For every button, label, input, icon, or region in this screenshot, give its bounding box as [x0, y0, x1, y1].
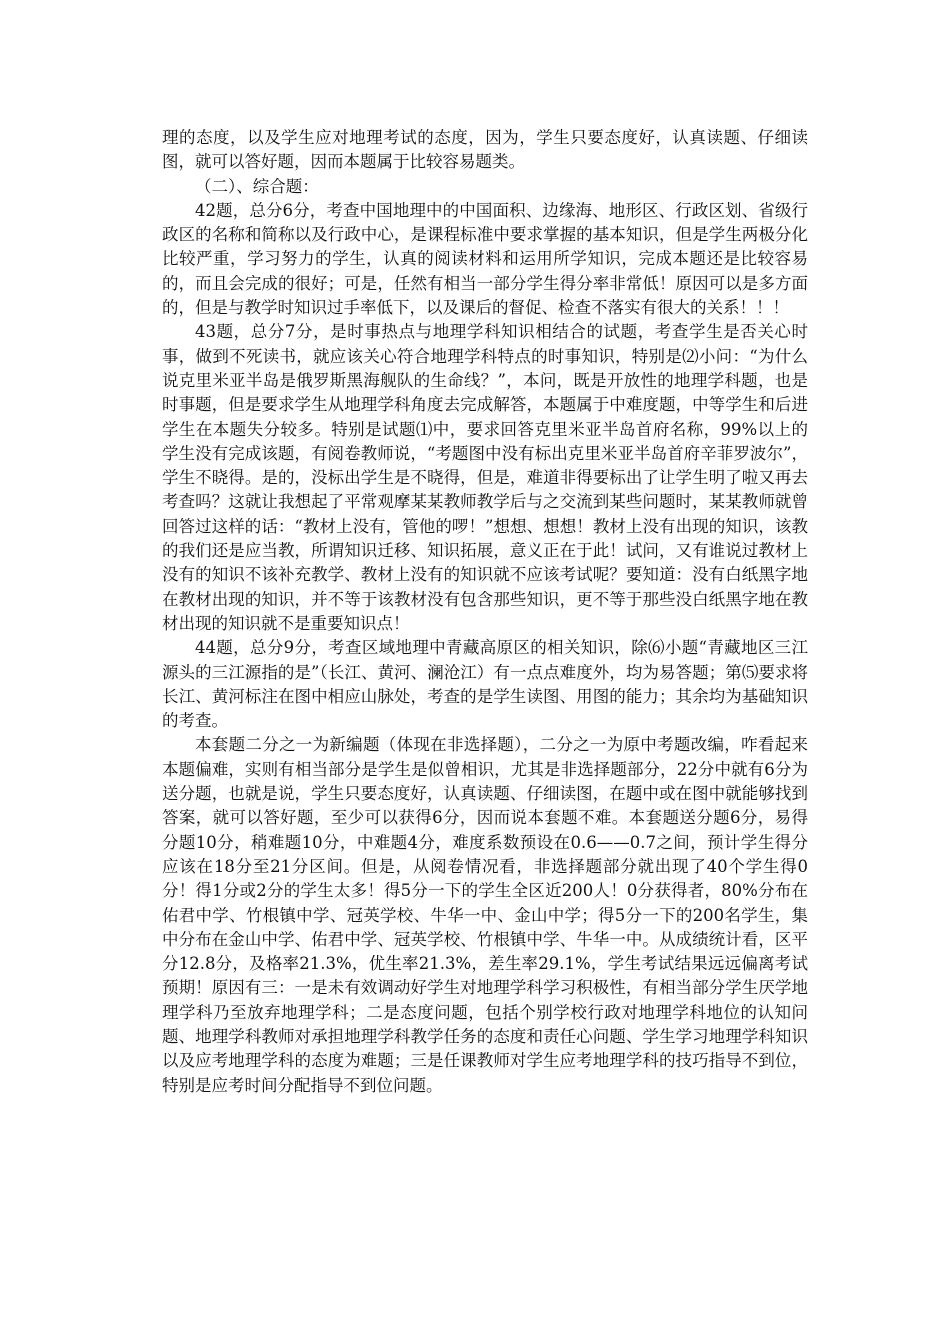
paragraph-continuation: 理的态度，以及学生应对地理考试的态度，因为，学生只要态度好，认真读题、仔细读图，就可以答好题，因而本题属于比较容易题类。 [162, 128, 808, 172]
paragraph-question-42: 42题，总分6分，考查中国地理中的中国面积、边缘海、地形区、行政区划、省级行政区的名称和简称以及行政中心，是课程标准中要求掌握的基本知识，但是学生两极分化比较严重，学习努力的学生，认真的阅读材料和运用所学知识，完成本题还是比较容易的，而且会完成的很好；可是，任然有相当一部分学生得分率非常低！原因可以是多方面的，但是与教学时知识过手率低下，以及课后的督促、检查不落实有很大的关系！！！ [162, 200, 808, 318]
document-body [162, 126, 808, 1098]
paragraph-summary: 本套题二分之一为新编题（体现在非选择题），二分之一为原中考题改编，咋看起来本题偏难，实则有相当部分是学生是似曾相识，尤其是非选择题部分，22分中就有6分为送分题，也就是说，学生只要态度好，认真读题、仔细读图，在题中或在图中就能够找到答案，就可以答好题，至少可以获得6分，因而说本套题不难。本套题送分题6分，易得分题10分，稍难题10分，中难题4分，难度系数预设在0.6——0.7之间，预计学生得分应该在18分至21分区间。但是，从阅卷情况看，非选择题部分就出现了40个学生得0分！得1分或2分的学生太多！得5分一下的学生全区近200人！0分获得者，80%分布在佑君中学、竹根镇中学、冠英学校、牛华一中、金山中学；得5分一下的200名学生，集中分布在金山中学、佑君中学、冠英学校、竹根镇中学、牛华一中。从成绩统计看，区平分12.8分，及格率21.3%，优生率21.3%，差生率29.1%，学生考试结果远远偏离考试预期！原因有三：一是未有效调动好学生对地理学科学习积极性，有相当部分学生厌学地理学科乃至放弃地理学科；二是态度问题，包括个别学校行政对地理学科地位的认知问题、地理学科教师对承担地理学科教学任务的态度和责任心问题、学生学习地理学科知识以及应考地理学科的态度为难题；三是任课教师对学生应考地理学科的技巧指导不到位，特别是应考时间分配指导不到位问题。 [162, 735, 808, 1095]
paragraph-question-44: 44题，总分9分，考查区域地理中青藏高原区的相关知识，除⑹小题“青藏地区三江源头的三江源指的是”（长江、黄河、澜沧江）有一点点难度外，均为易答题；第⑸要求将长江、黄河标注在图中相应山脉处，考查的是学生读图、用图的能力；其余均为基础知识的考查。 [162, 638, 808, 731]
paragraph-question-43: 43题，总分7分，是时事热点与地理学科知识相结合的试题，考查学生是否关心时事，做到不死读书，就应该关心符合地理学科特点的时事知识，特别是⑵小问：“为什么说克里米亚半岛是俄罗斯黑海舰队的生命线？”，本问，既是开放性的地理学科题，也是时事题，但是要求学生从地理学科角度去完成解答，本题属于中难度题，中等学生和后进学生在本题失分较多。特别是试题⑴中，要求回答克里米亚半岛首府名称，99%以上的学生没有完成该题，有阅卷教师说，“考题图中没有标出克里米亚半岛首府辛菲罗波尔”，学生不晓得。是的，没标出学生是不晓得，但是，难道非得要标出了让学生明了啦又再去考查吗？这就让我想起了平常观摩某某教师教学后与之交流到某些问题时，某某教师就曾回答过这样的话：“教材上没有，管他的啰！”想想、想想！教材上没有出现的知识，该教的我们还是应当教，所谓知识迁移、知识拓展，意义正在于此！试问，又有谁说过教材上没有的知识不该补充教学、教材上没有的知识就不应该考试呢？要知道：没有白纸黑字地在教材出现的知识，并不等于该教材没有包含那些知识，更不等于那些没白纸黑字地在教材出现的知识就不是重要知识点！ [162, 322, 808, 633]
section-heading-comprehensive: （二）、综合题： [195, 176, 319, 196]
